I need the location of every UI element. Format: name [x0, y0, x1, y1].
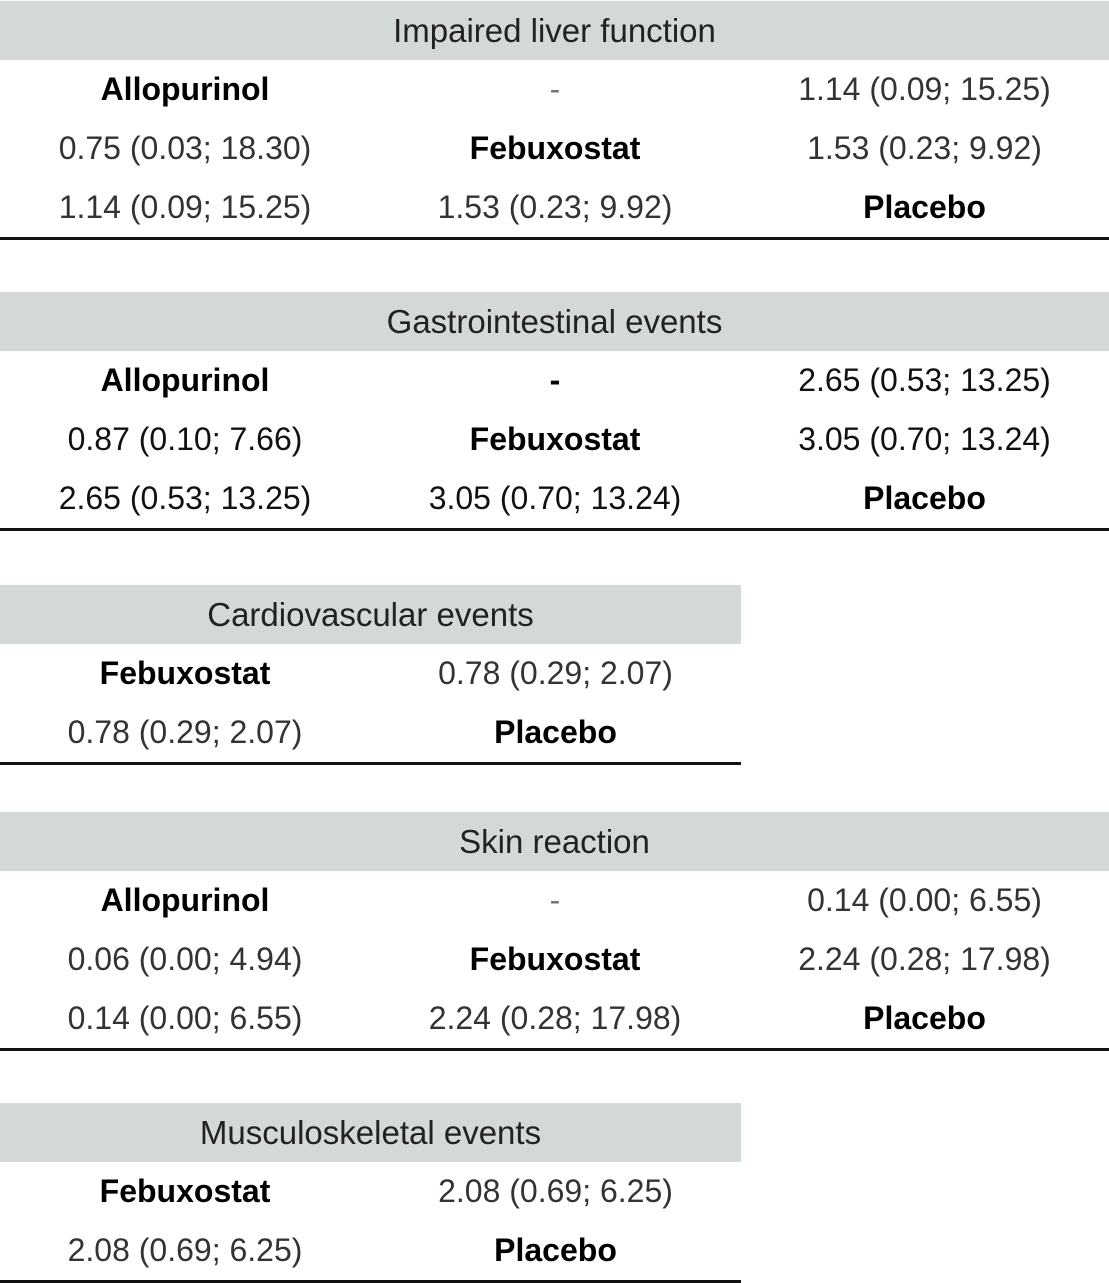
table-row — [0, 930, 1109, 989]
table-cell: Placebo — [494, 714, 617, 750]
table-cell: - — [549, 882, 561, 918]
table-bottom-rule — [0, 1048, 1109, 1051]
table-title: Skin reaction — [0, 812, 1109, 871]
table-cell: 2.24 (0.28; 17.98) — [428, 1000, 682, 1036]
table-bottom-rule — [0, 237, 1109, 240]
table-cell: 3.05 (0.70; 13.24) — [428, 480, 682, 516]
table-cell: 1.14 (0.09; 15.25) — [58, 189, 312, 225]
table-cell: 1.53 (0.23; 9.92) — [437, 189, 673, 225]
table-impaired-liver-function — [0, 1, 1109, 240]
table-cell: Febuxostat — [469, 130, 641, 166]
table-row — [0, 351, 1109, 410]
table-cardiovascular-events — [0, 585, 741, 765]
table-cell: 0.87 (0.10; 7.66) — [67, 421, 303, 457]
table-cell: - — [549, 71, 561, 107]
table-cell: 2.65 (0.53; 13.25) — [58, 480, 312, 516]
table-row — [0, 178, 1109, 237]
table-cell: 1.14 (0.09; 15.25) — [798, 71, 1051, 107]
table-row — [0, 1162, 741, 1221]
table-row — [0, 644, 741, 703]
table-cell: Placebo — [863, 1000, 986, 1036]
table-bottom-rule — [0, 762, 741, 765]
table-title: Gastrointestinal events — [0, 292, 1109, 351]
table-cell: - — [549, 362, 561, 398]
table-cell: 2.24 (0.28; 17.98) — [798, 941, 1051, 977]
table-musculoskeletal-events — [0, 1103, 741, 1283]
table-title: Musculoskeletal events — [0, 1103, 741, 1162]
table-row — [0, 703, 741, 762]
table-cell: Allopurinol — [100, 71, 270, 107]
table-cell: 2.65 (0.53; 13.25) — [798, 362, 1051, 398]
table-cell: Placebo — [494, 1232, 617, 1268]
table-title: Impaired liver function — [0, 1, 1109, 60]
table-gastrointestinal-events — [0, 292, 1109, 531]
table-bottom-rule — [0, 528, 1109, 531]
table-cell: 0.75 (0.03; 18.30) — [58, 130, 312, 166]
table-row — [0, 989, 1109, 1048]
table-cell: Allopurinol — [100, 882, 270, 918]
table-cell: Placebo — [863, 189, 986, 225]
table-cell: Febuxostat — [99, 655, 271, 691]
table-cell: 0.78 (0.29; 2.07) — [67, 714, 303, 750]
table-cell: Febuxostat — [469, 941, 641, 977]
table-cell: 2.08 (0.69; 6.25) — [67, 1232, 303, 1268]
table-cell: Placebo — [863, 480, 986, 516]
table-skin-reaction — [0, 812, 1109, 1051]
table-row — [0, 410, 1109, 469]
table-row — [0, 1221, 741, 1280]
table-cell: 1.53 (0.23; 9.92) — [807, 130, 1042, 166]
table-cell: Febuxostat — [469, 421, 641, 457]
table-row — [0, 119, 1109, 178]
table-cell: 2.08 (0.69; 6.25) — [438, 1173, 673, 1209]
table-cell: Allopurinol — [100, 362, 270, 398]
table-cell: 3.05 (0.70; 13.24) — [798, 421, 1051, 457]
table-cell: 0.14 (0.00; 6.55) — [67, 1000, 303, 1036]
table-row — [0, 871, 1109, 930]
table-cell: 0.78 (0.29; 2.07) — [438, 655, 673, 691]
table-cell: 0.14 (0.00; 6.55) — [807, 882, 1042, 918]
table-row — [0, 60, 1109, 119]
table-row — [0, 469, 1109, 528]
table-cell: 0.06 (0.00; 4.94) — [67, 941, 303, 977]
table-cell: Febuxostat — [99, 1173, 271, 1209]
table-title: Cardiovascular events — [0, 585, 741, 644]
